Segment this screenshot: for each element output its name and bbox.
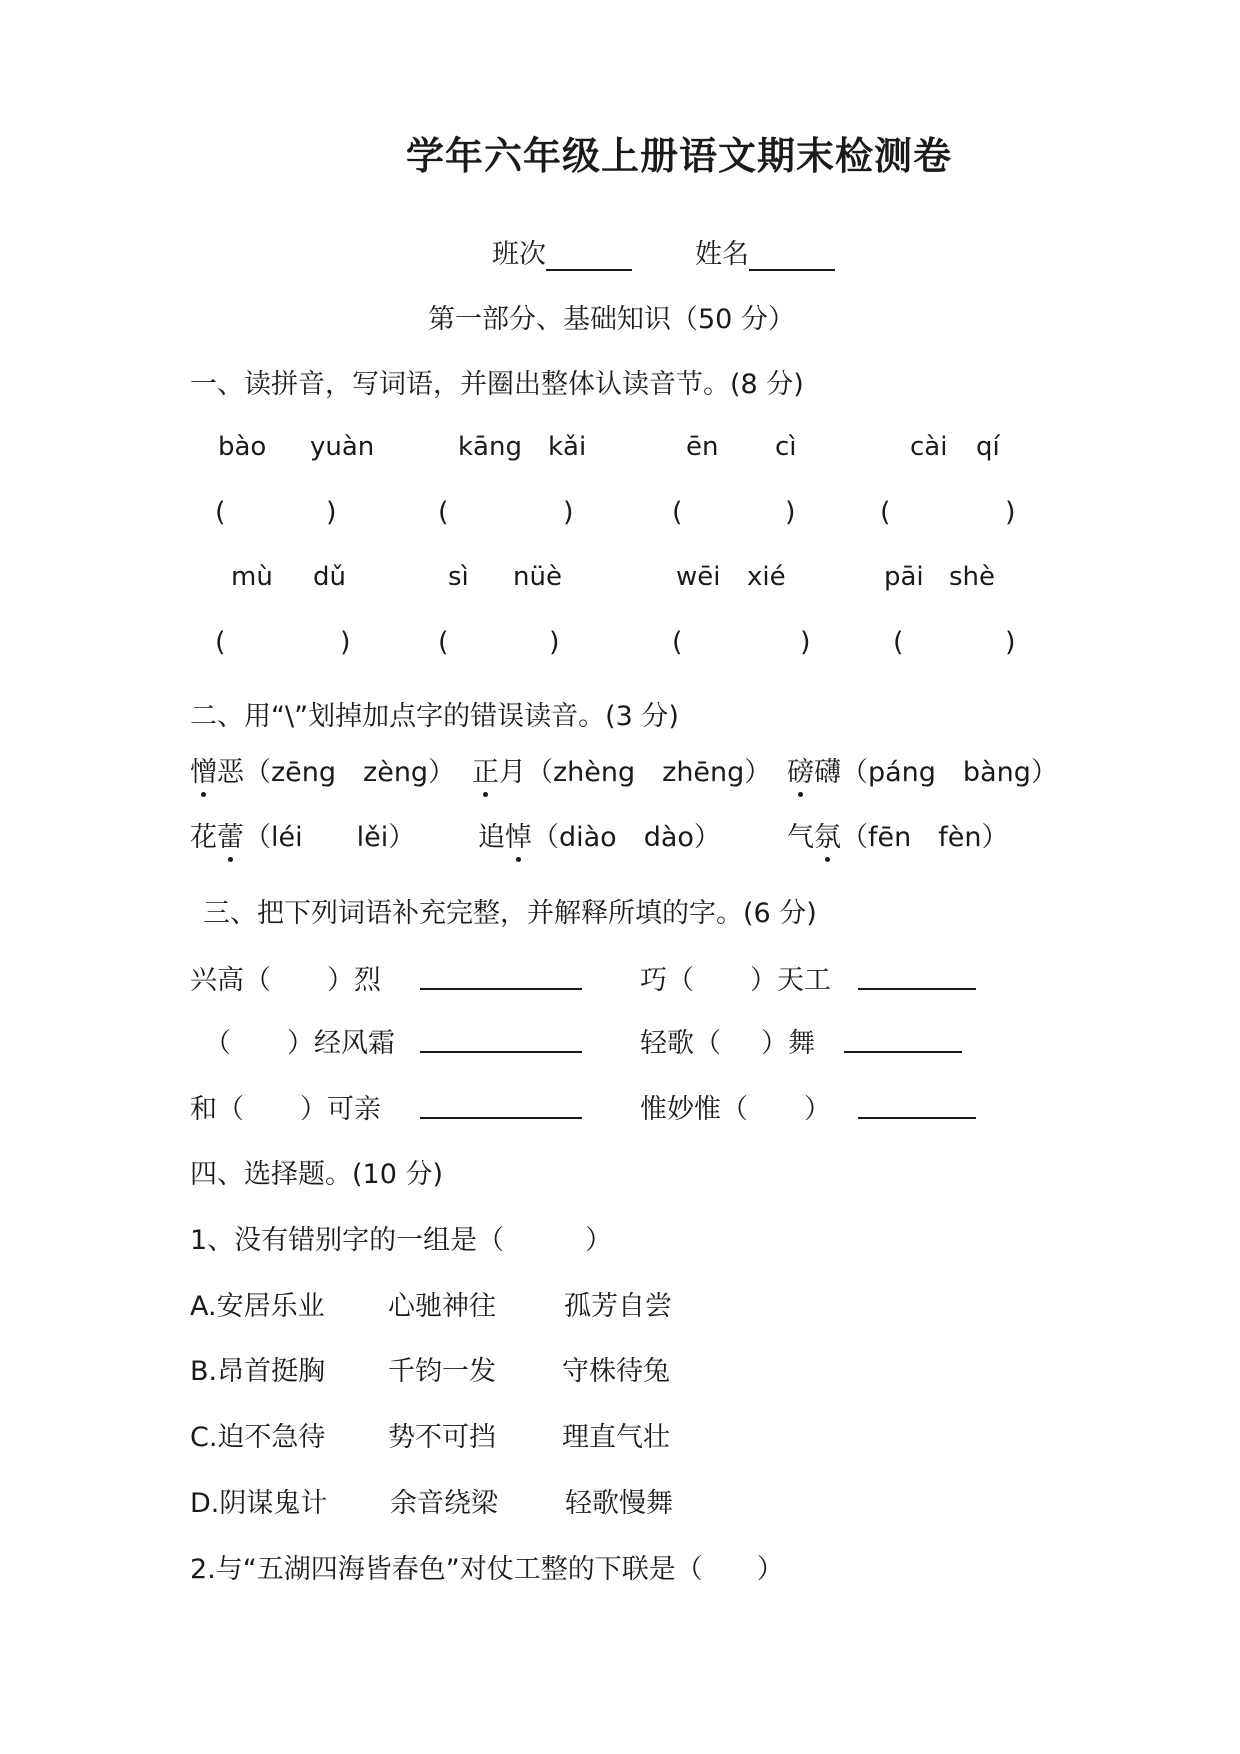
reading-item[interactable]: 气氛（fēn fèn） xyxy=(787,815,1008,854)
pinyin: mù xyxy=(231,562,273,592)
name-blank[interactable] xyxy=(749,239,835,271)
reading-item[interactable]: 憎恶（zēng zèng） xyxy=(190,750,455,789)
pinyin: sì xyxy=(448,562,469,592)
explain-line[interactable] xyxy=(858,1087,976,1119)
pinyin: pāi xyxy=(884,562,924,592)
pinyin: cì xyxy=(775,432,797,462)
question-1: 1、没有错别字的一组是（ ） xyxy=(190,1225,613,1256)
option-word: D.阴谋鬼计 xyxy=(190,1488,328,1519)
option-word: 理直气壮 xyxy=(562,1422,670,1453)
part1-heading: 第一部分、基础知识（50 分） xyxy=(428,304,795,335)
pinyin: cài xyxy=(910,432,948,462)
answer-box[interactable] xyxy=(689,492,781,532)
pinyin: ēn xyxy=(686,432,719,462)
answer-box[interactable] xyxy=(232,492,322,532)
answer-box[interactable] xyxy=(910,622,1001,662)
open-paren: ( xyxy=(215,627,226,658)
dotted-char: 憎 xyxy=(190,750,217,789)
open-paren: ( xyxy=(880,497,891,528)
idiom-item: 兴高（ ）烈 xyxy=(190,965,381,996)
answer-box[interactable] xyxy=(897,492,1001,532)
dotted-char: 正 xyxy=(472,750,499,789)
pinyin: bào xyxy=(218,432,267,462)
close-paren: ) xyxy=(800,627,811,658)
dotted-char: 悼 xyxy=(505,815,532,854)
close-paren: ) xyxy=(1005,627,1016,658)
reading-item[interactable]: 正月（zhèng zhēng） xyxy=(472,750,771,789)
answer-box[interactable] xyxy=(689,622,796,662)
explain-line[interactable] xyxy=(420,958,582,990)
class-label: 班次 xyxy=(492,239,546,270)
pinyin: yuàn xyxy=(310,432,375,462)
option-word: A.安居乐业 xyxy=(190,1291,325,1322)
open-paren: ( xyxy=(438,627,449,658)
page-title: 学年六年级上册语文期末检测卷 xyxy=(406,134,953,178)
close-paren: ) xyxy=(549,627,560,658)
open-paren: ( xyxy=(672,497,683,528)
idiom-item: （ ）经风霜 xyxy=(204,1028,395,1059)
class-field xyxy=(492,232,632,271)
option-word: 守株待兔 xyxy=(562,1356,670,1387)
close-paren: ) xyxy=(1005,497,1016,528)
option-word: B.昂首挺胸 xyxy=(190,1356,326,1387)
close-paren: ) xyxy=(563,497,574,528)
explain-line[interactable] xyxy=(844,1021,962,1053)
reading-item[interactable]: 磅礴（páng bàng） xyxy=(787,750,1058,789)
explain-line[interactable] xyxy=(858,958,976,990)
answer-box[interactable] xyxy=(455,492,559,532)
name-field xyxy=(695,232,835,271)
open-paren: ( xyxy=(215,497,226,528)
close-paren: ) xyxy=(785,497,796,528)
option-word: 心驰神往 xyxy=(388,1291,496,1322)
reading-item[interactable]: 花蕾（léi lěi） xyxy=(190,815,415,854)
idiom-item: 和（ ）可亲 xyxy=(190,1094,381,1125)
pinyin: wēi xyxy=(676,562,721,592)
explain-line[interactable] xyxy=(420,1021,582,1053)
explain-line[interactable] xyxy=(420,1087,582,1119)
pinyin: qí xyxy=(976,432,1000,462)
idiom-item: 巧（ ）天工 xyxy=(640,965,831,996)
open-paren: ( xyxy=(438,497,449,528)
pinyin: dǔ xyxy=(313,562,346,592)
q2-heading: 二、用“\”划掉加点字的错误读音。(3 分) xyxy=(190,701,679,732)
idiom-item: 惟妙惟（ ） xyxy=(640,1094,831,1125)
option-word: C.迫不急待 xyxy=(190,1422,326,1453)
dotted-char: 氛 xyxy=(814,815,841,854)
option-word: 余音绕梁 xyxy=(390,1488,498,1519)
name-label: 姓名 xyxy=(695,239,749,270)
idiom-item: 轻歌（ ）舞 xyxy=(640,1028,815,1059)
option-word: 千钧一发 xyxy=(388,1356,496,1387)
option-word: 孤芳自尝 xyxy=(564,1291,672,1322)
close-paren: ) xyxy=(340,627,351,658)
pinyin: xié xyxy=(747,562,786,592)
q4-heading: 四、选择题。(10 分) xyxy=(190,1159,444,1190)
q3-heading: 三、把下列词语补充完整，并解释所填的字。(6 分) xyxy=(203,898,817,929)
reading-item[interactable]: 追悼（diào dào） xyxy=(478,815,721,854)
dotted-char: 磅 xyxy=(787,750,814,789)
dotted-char: 蕾 xyxy=(217,815,244,854)
q1-heading: 一、读拼音，写词语，并圈出整体认读音节。(8 分) xyxy=(190,369,804,400)
option-word: 势不可挡 xyxy=(388,1422,496,1453)
option-word: 轻歌慢舞 xyxy=(565,1488,673,1519)
answer-box[interactable] xyxy=(232,622,336,662)
pinyin: kǎi xyxy=(548,432,587,462)
pinyin: shè xyxy=(949,562,996,592)
close-paren: ) xyxy=(326,497,337,528)
answer-box[interactable] xyxy=(455,622,545,662)
question-2: 2.与“五湖四海皆春色”对仗工整的下联是（ ） xyxy=(190,1554,784,1585)
class-blank[interactable] xyxy=(546,239,632,271)
open-paren: ( xyxy=(672,627,683,658)
open-paren: ( xyxy=(893,627,904,658)
pinyin: nüè xyxy=(513,562,562,592)
pinyin: kāng xyxy=(458,432,522,462)
